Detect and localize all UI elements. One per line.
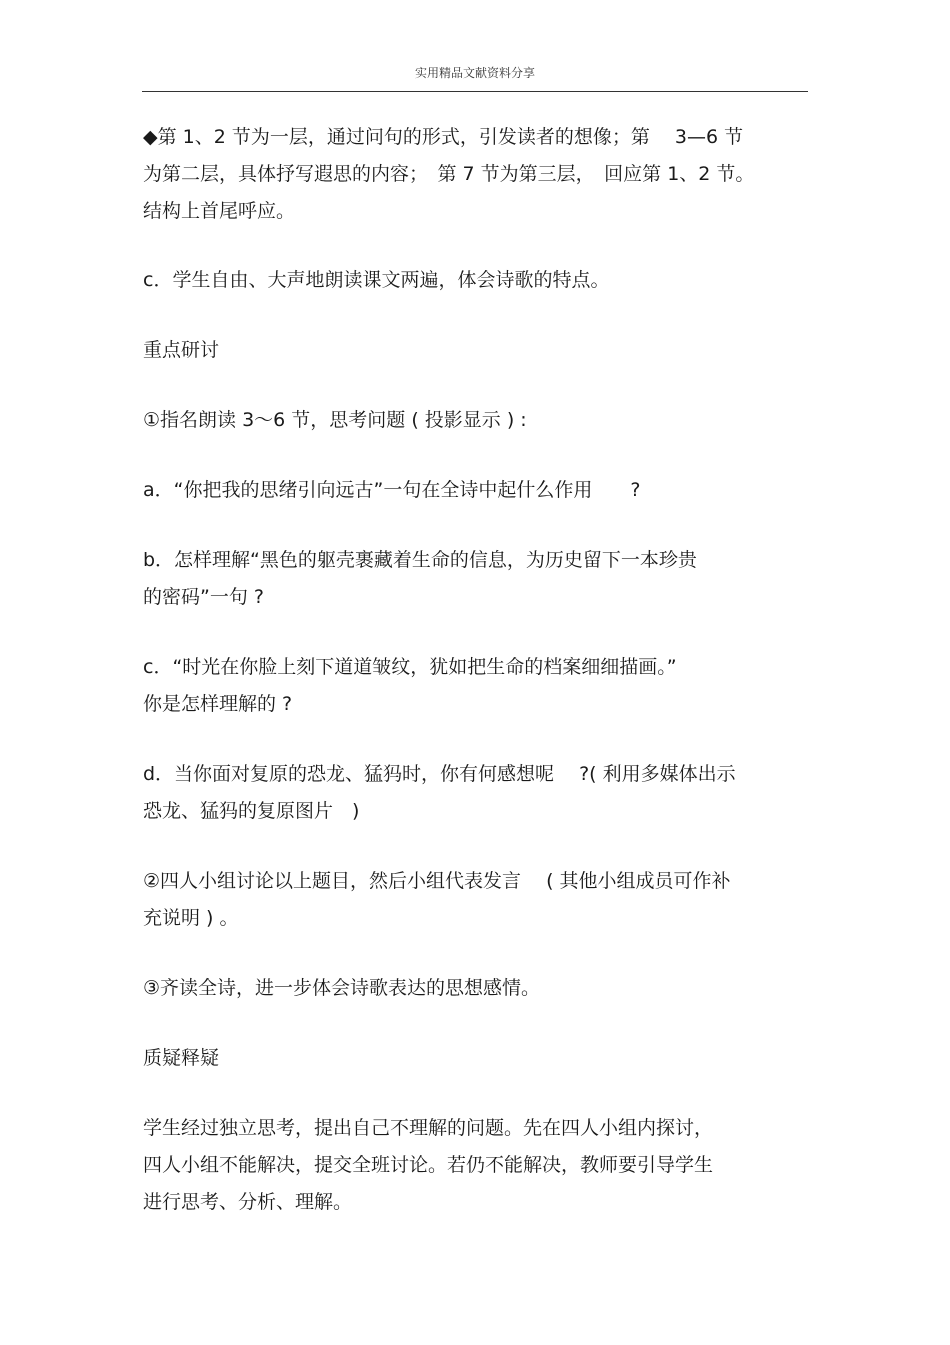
text-line: ①指名朗读 3～6 节，思考问题 ( 投影显示 ) : bbox=[143, 409, 527, 431]
text-line: 学生经过独立思考，提出自己不理解的问题。先在四人小组内探讨， bbox=[143, 1117, 714, 1139]
text-line: 恐龙、猛犸的复原图片 ) bbox=[143, 800, 360, 822]
text-line: ②四人小组讨论以上题目，然后小组代表发言 ( 其他小组成员可作补 bbox=[143, 870, 731, 892]
text-line: b．怎样理解“黑色的躯壳裹藏着生命的信息，为历史留下一本珍贵 bbox=[143, 549, 697, 571]
question-d bbox=[143, 756, 813, 830]
paragraph-read-together bbox=[143, 970, 813, 1007]
paragraph-student-thinking bbox=[143, 1110, 813, 1221]
text-line: 充说明 ) 。 bbox=[143, 907, 239, 929]
header-divider bbox=[142, 91, 808, 92]
text-line: ◆第 1、2 节为一层，通过问句的形式，引发读者的想像；第 3—6 节 bbox=[143, 126, 744, 148]
text-line: 你是怎样理解的 ? bbox=[143, 693, 293, 715]
question-c bbox=[143, 649, 813, 723]
text-line: c．学生自由、大声地朗读课文两遍，体会诗歌的特点。 bbox=[143, 269, 610, 291]
text-line: 四人小组不能解决，提交全班讨论。若仍不能解决，教师要引导学生 bbox=[143, 1154, 714, 1176]
document-body bbox=[143, 119, 813, 1221]
question-a bbox=[143, 472, 813, 509]
paragraph-group-discussion bbox=[143, 863, 813, 937]
text-line: 质疑释疑 bbox=[143, 1047, 220, 1069]
text-line: ③齐读全诗，进一步体会诗歌表达的思想感情。 bbox=[143, 977, 541, 999]
text-line: 为第二层，具体抒写遐思的内容； 第 7 节为第三层， 回应第 1、2 节。 bbox=[143, 163, 755, 185]
question-b bbox=[143, 542, 813, 616]
text-line: 的密码”一句 ? bbox=[143, 586, 264, 608]
text-line: a．“你把我的思绪引向远古”一句在全诗中起什么作用 ? bbox=[143, 479, 641, 501]
text-line: 结构上首尾呼应。 bbox=[143, 200, 296, 222]
section-heading-key-discussion bbox=[143, 332, 813, 369]
page-header: 实用精品文献资料分享 bbox=[414, 66, 535, 80]
section-heading-questions bbox=[143, 1040, 813, 1077]
text-line: 进行思考、分析、理解。 bbox=[143, 1191, 353, 1213]
paragraph-reading bbox=[143, 262, 813, 299]
text-line: 重点研讨 bbox=[143, 339, 220, 361]
paragraph-structure bbox=[143, 119, 813, 230]
text-line: c．“时光在你脸上刻下道道皱纹，犹如把生命的档案细细描画。” bbox=[143, 656, 677, 678]
text-line: d．当你面对复原的恐龙、猛犸时，你有何感想呢 ?( 利用多媒体出示 bbox=[143, 763, 736, 785]
paragraph-question-intro bbox=[143, 402, 813, 439]
